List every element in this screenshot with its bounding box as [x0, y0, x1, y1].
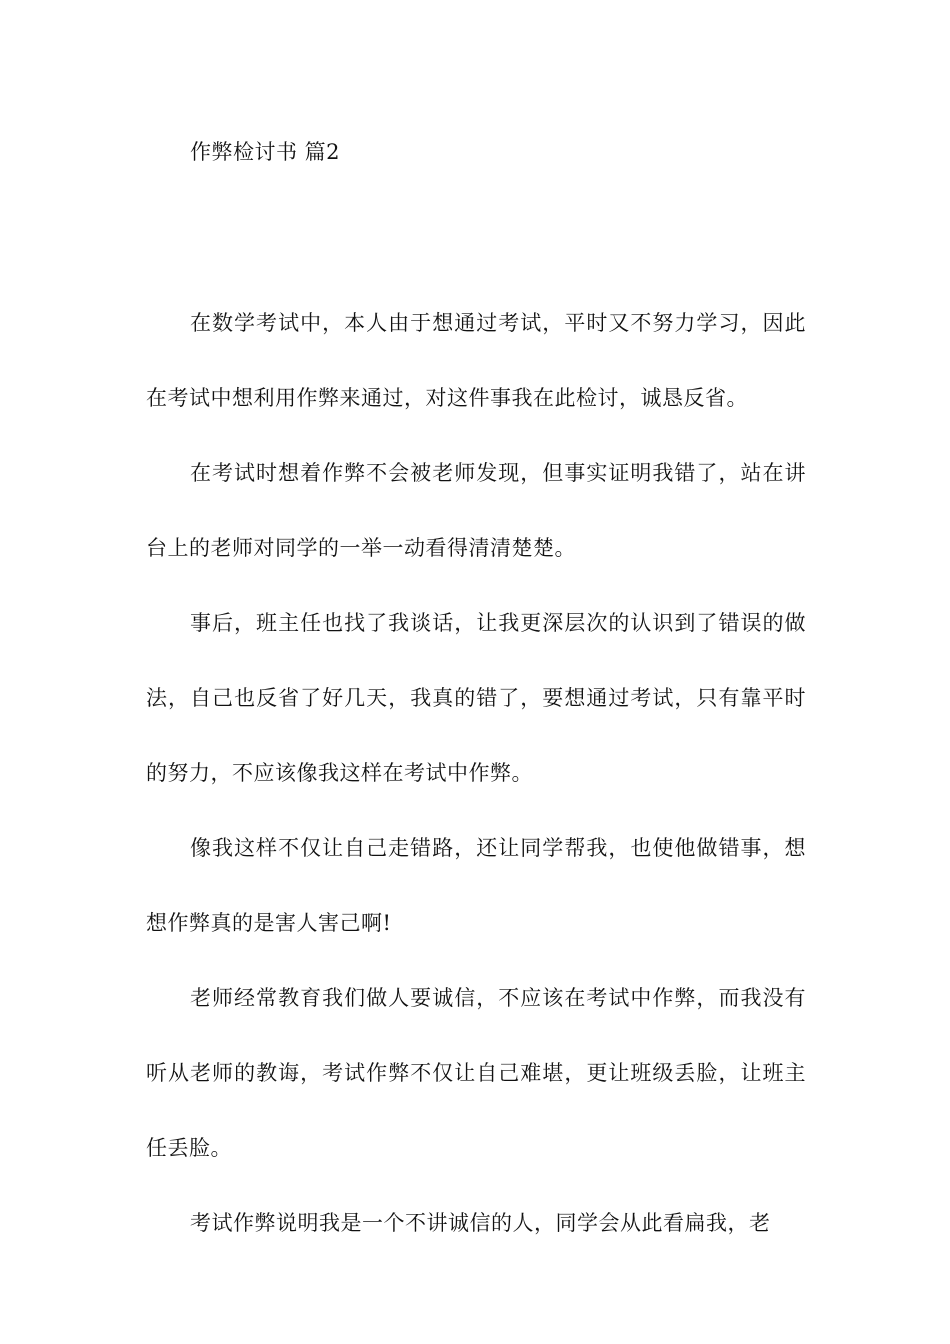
paragraph-3: 事后，班主任也找了我谈话，让我更深层次的认识到了错误的做法，自己也反省了好几天，我真的错了，要想通过考试，只有靠平时的努力，不应该像我这样在考试中作弊。: [146, 611, 806, 785]
paragraph-4: 像我这样不仅让自己走错路，还让同学帮我，也使他做错事，想想作弊真的是害人害己啊!: [146, 836, 806, 935]
paragraph-5: 老师经常教育我们做人要诚信，不应该在考试中作弊，而我没有听从老师的教诲，考试作弊不仅让自己难堪，更让班级丢脸，让班主任丢脸。: [146, 986, 806, 1160]
document-body: [146, 286, 806, 1261]
paragraph-2: 在考试时想着作弊不会被老师发现，但事实证明我错了，站在讲台上的老师对同学的一举一动看得清清楚楚。: [146, 461, 806, 560]
paragraph-1: 在数学考试中，本人由于想通过考试，平时又不努力学习，因此在考试中想利用作弊来通过，对这件事我在此检讨，诚恳反省。: [146, 311, 806, 410]
document-title: 作弊检讨书 篇2: [190, 140, 341, 164]
paragraph-6: 考试作弊说明我是一个不讲诚信的人，同学会从此看扁我，老: [190, 1211, 771, 1235]
